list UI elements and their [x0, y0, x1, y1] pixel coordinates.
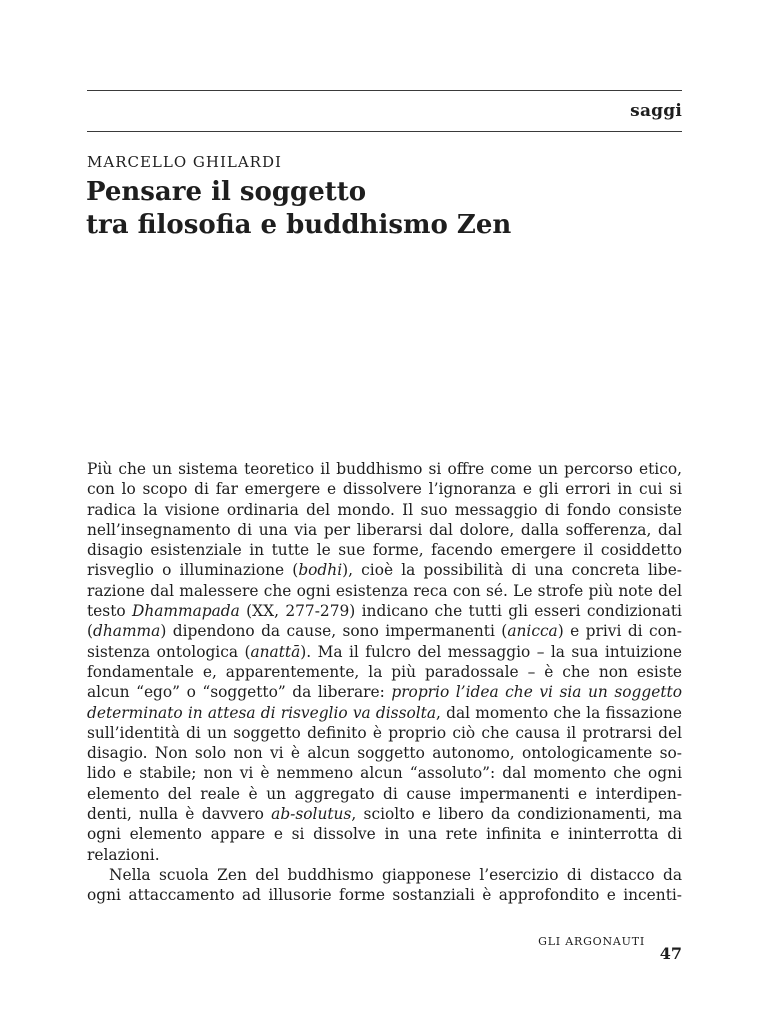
body-text-segment: sull’identità di un soggetto definito è proprio ciò che causa il protrarsi del [87, 723, 682, 742]
body-text-segment: risveglio o illuminazione ( [87, 561, 299, 580]
body-line [87, 560, 682, 580]
body-text-segment: (XX, 277-279) indicano che tutti gli esseri condizionati [239, 602, 682, 621]
body-text-segment: con lo scopo di far emergere e dissolvere l’ignoranza e gli errori in cui si [87, 480, 682, 499]
body-line [87, 865, 682, 885]
title-line: Pensare il soggetto [86, 177, 367, 207]
body-text-segment: fondamentale e, apparentemente, la più paradossale – è che non esiste [87, 662, 682, 681]
body-line [87, 601, 682, 621]
body-italic-text: anattā [250, 642, 301, 661]
body-line [87, 479, 682, 499]
article-body [87, 459, 682, 906]
body-text-segment: relazioni. [87, 845, 160, 864]
body-line [87, 743, 682, 763]
body-text-segment: lido e stabile; non vi è nemmeno alcun “assoluto”: dal momento che ogni [87, 764, 682, 783]
body-line [87, 621, 682, 641]
body-text-segment: ) dipendono da cause, sono impermanenti ( [160, 622, 508, 641]
body-text-segment: ) e privi di con- [557, 622, 682, 641]
body-text-segment: disagio esistenziale in tutte le sue forme, facendo emergere il cosiddetto [87, 541, 682, 560]
body-text-segment: denti, nulla è davvero [87, 805, 272, 824]
section-label: saggi [630, 101, 682, 121]
body-text-segment: ( [87, 622, 94, 641]
body-text-segment: ogni elemento appare e si dissolve in una rete infinita e ininterrotta di [87, 825, 682, 844]
body-line [87, 500, 682, 520]
body-line [87, 784, 682, 804]
body-line [87, 520, 682, 540]
journal-name: GLI ARGONAUTI [538, 935, 645, 948]
body-text-segment: testo [87, 602, 132, 621]
body-text-segment: sistenza ontologica ( [87, 642, 251, 661]
body-line [87, 723, 682, 743]
body-line [87, 581, 682, 601]
article-title [86, 176, 511, 242]
body-text-segment: radica la visione ordinaria del mondo. Il suo messaggio di fondo consiste [87, 500, 682, 519]
body-italic-text: ab-solutus [271, 805, 352, 824]
body-text-segment: ). Ma il fulcro del messaggio – la sua intuizione [300, 642, 682, 661]
article-author: MARCELLO GHILARDI [87, 153, 282, 171]
page-number: 47 [659, 944, 682, 963]
body-italic-text: Dhammapada [131, 602, 240, 621]
body-line [87, 682, 682, 702]
body-line [87, 662, 682, 682]
body-line [87, 763, 682, 783]
body-italic-text: bodhi [298, 561, 343, 580]
body-text-segment: razione dal malessere che ogni esistenza reca con sé. Le strofe più note del [87, 581, 682, 600]
body-line [87, 885, 682, 905]
body-text-segment: elemento del reale è un aggregato di cause impermanenti e interdipen- [87, 784, 682, 803]
body-italic-text: determinato in attesa di risveglio va dissolta [87, 703, 437, 722]
body-italic-text: anicca [507, 622, 558, 641]
body-text-segment: Nella scuola Zen del buddhismo giapponese l’esercizio di distacco da [109, 865, 682, 884]
body-text-segment: alcun “ego” o “soggetto” da liberare: [87, 683, 392, 702]
body-italic-text: proprio l’idea che vi sia un soggetto [391, 683, 682, 702]
body-text-segment: disagio. Non solo non vi è alcun soggetto autonomo, ontologicamente so- [87, 744, 682, 763]
body-line [87, 642, 682, 662]
body-text-segment: , dal momento che la fissazione [436, 703, 682, 722]
header-top-rule [87, 90, 682, 91]
body-line [87, 459, 682, 479]
body-italic-text: dhamma [93, 622, 161, 641]
title-line: tra filosofia e buddhismo Zen [86, 210, 512, 240]
body-text-segment: Più che un sistema teoretico il buddhismo si offre come un percorso etico, [87, 460, 682, 478]
body-text-segment: ogni attaccamento ad illusorie forme sostanziali è approfondito e incenti- [87, 886, 682, 905]
body-text-segment: , sciolto e libero da condizionamenti, ma [351, 805, 682, 824]
body-line [87, 804, 682, 824]
header-bottom-rule [87, 131, 682, 132]
body-text-segment: ), cioè la possibilità di una concreta libe- [342, 561, 683, 580]
body-line [87, 540, 682, 560]
body-line [87, 824, 682, 844]
body-line [87, 703, 682, 723]
body-line [87, 845, 682, 865]
body-text-segment: nell’insegnamento di una via per liberarsi dal dolore, dalla sofferenza, dal [87, 520, 682, 539]
